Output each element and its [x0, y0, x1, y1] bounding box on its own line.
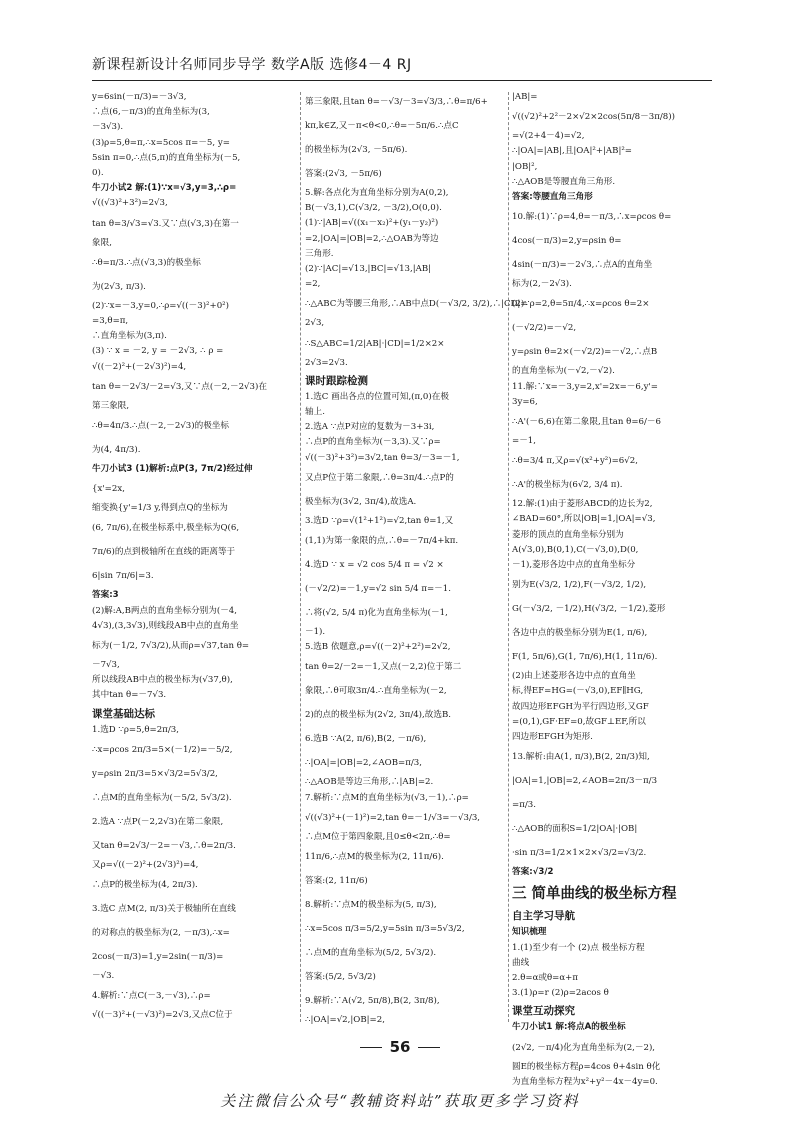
text-line: －1),菱形各边中点的直角坐标分 — [512, 560, 636, 571]
text-line: (2)∵ρ=2,θ=5π/4,∴x=ρcos θ=2× — [512, 299, 650, 310]
text-line: ∴θ=3/4 π,又ρ=√(x²+y²)=6√2, — [512, 456, 638, 467]
text-line: =√(2+4－4)=√2, — [512, 131, 585, 142]
text-line: －3√3). — [92, 122, 124, 133]
text-line: 又tan θ=2√3/－2=－√3,∴θ=2π/3. — [92, 840, 236, 851]
text-line: 又点P位于第二象限,∴θ=3π/4.∴点P的 — [305, 472, 454, 483]
text-line: 知识梳理 — [512, 927, 547, 938]
footer-note — [0, 1090, 800, 1111]
text-line: ∴A'的极坐标为(6√2, 3/4 π). — [512, 480, 623, 491]
text-line: ∴△AOB是等边三角形,∴|AB|=2. — [305, 777, 434, 788]
text-line: 4.选D ∵ x = √2 cos 5/4 π = √2 × — [305, 560, 444, 571]
text-line: =2,|OA|=|OB|=2,∴△OAB为等边 — [305, 233, 439, 244]
text-line: √((－2)²+(－2√3)²)=4, — [92, 361, 187, 372]
text-line: |OA|=1,|OB|=2,∠AOB=2π/3－π/3 — [512, 776, 658, 787]
text-line: ∴点M的直角坐标为(5/2, 5√3/2). — [305, 948, 437, 959]
text-line: 7π/6)的点到极轴所在直线的距离等于 — [92, 547, 236, 558]
page-number-dash — [360, 1047, 382, 1048]
text-line: √((－3)²+3²)=3√2,tan θ=3/－3=－1, — [305, 452, 460, 463]
text-line: (6, 7π/6),在极坐标系中,极坐标为Q(6, — [92, 523, 240, 534]
text-line: ∴|OA|=√2,|OB|=2, — [305, 1015, 385, 1026]
page-header — [92, 52, 712, 81]
text-line: ∴△AOB的面积S=1/2|OA|·|OB| — [512, 824, 638, 835]
text-line: ∴|OA|=|AB|,且|OA|²+|AB|²= — [512, 146, 632, 157]
text-line: 2.选A ∵点P(－2,2√3)在第二象限, — [92, 816, 224, 827]
text-line: 别为E(√3/2, 1/2),F(－√3/2, 1/2), — [512, 580, 647, 591]
text-line: 答案:3 — [92, 590, 119, 601]
text-line: 答案:(2, 11π/6) — [305, 876, 368, 887]
text-line: 曲线 — [512, 957, 530, 968]
text-line: 5.选B 依题意,ρ=√((－2)²+2²)=2√2, — [305, 642, 451, 653]
text-line: ∴△AOB是等腰直角三角形. — [512, 176, 616, 187]
text-line: A(√3,0),B(0,1),C(－√3,0),D(0, — [512, 544, 639, 555]
text-line: 的对称点的极坐标为(2, －π/3),∴x= — [92, 928, 230, 939]
page-number-text: 56 — [389, 1038, 411, 1056]
text-line: 11π/6,∴点M的极坐标为(2, 11π/6). — [305, 852, 444, 863]
text-line: (2)∵x=－3,y=0,∴ρ=√((－3)²+0²) — [92, 300, 229, 311]
text-line: ∴直角坐标为(3,π). — [92, 331, 167, 342]
text-line: 的直角坐标为(－√2,－√2). — [512, 366, 615, 377]
text-line: 5sin π=0,∴点(5,π)的直角坐标为(－5, — [92, 152, 241, 163]
text-line: 所以线段AB中点的极坐标为(√37,θ), — [92, 675, 233, 686]
text-line: 1.选C 画出各点的位置可知,(π,0)在极 — [305, 391, 449, 402]
text-line: 各边中点的极坐标分别为E(1, π/6), — [512, 628, 648, 639]
text-line: ∴点M的直角坐标为(－5/2, 5√3/2). — [92, 792, 232, 803]
text-line: (3) ∵ x = －2, y = －2√3, ∴ ρ = — [92, 346, 224, 357]
text-line: 答案:√3/2 — [512, 867, 554, 878]
text-line: G(－√3/2, －1/2),H(√3/2, －1/2),菱形 — [512, 604, 666, 615]
text-line: 四边形EFGH为矩形. — [512, 732, 593, 743]
text-line: (1)∵|AB|=√((x₁－x₂)²+(y₁－y₂)²) — [305, 218, 439, 229]
text-line: 12.解:(1)由于菱形ABCD的边长为2, — [512, 499, 653, 510]
text-line: 其中tan θ=－7√3. — [92, 690, 167, 701]
text-line: 象限,∴θ可取3π/4.∴直角坐标为(－2, — [305, 686, 447, 697]
text-line: (－√2/2)=－1,y=√2 sin 5/4 π=－1. — [305, 584, 451, 595]
text-line: 4.解析:∵点C(－3,－√3),∴ρ= — [92, 991, 211, 1002]
text-line: ∴点P的极坐标为(4, 2π/3). — [92, 880, 198, 891]
text-line: 0). — [92, 168, 104, 179]
text-line: tan θ=－2√3/－2=√3,又∵点(－2,－2√3)在 — [92, 381, 267, 392]
text-line: =3,θ=π, — [92, 316, 129, 327]
column-divider — [508, 92, 509, 1022]
text-line: －√3. — [92, 971, 115, 982]
text-line: 第三象限,且tan θ=－√3/－3=√3/3,∴θ=π/6+ — [305, 97, 488, 107]
text-line: (－√2/2)=－√2, — [512, 323, 577, 334]
text-line: 缩变换{y'=1/3 y,得到点Q的坐标为 — [92, 503, 228, 514]
section-heading: 课时跟踪检测 — [305, 374, 368, 387]
text-line: 10.解:(1)∵ρ=4,θ=－π/3,∴x=ρcos θ= — [512, 212, 672, 223]
text-line: 7.解析:∵点M的直角坐标为(√3,－1),∴ρ= — [305, 792, 469, 803]
answer-column-right — [512, 90, 717, 1087]
text-line: 2.选A ∵点P对应的复数为－3+3i, — [305, 422, 435, 433]
text-line: (2)解:A,B两点的直角坐标分别为(－4, — [92, 605, 237, 616]
footer-text: 关注微信公众号“教辅资料站”获取更多学习资料 — [220, 1092, 580, 1110]
text-line: 牛刀小试2 解:(1)∵x=√3,y=3,∴ρ= — [92, 183, 237, 194]
text-line: ∴|OA|=|OB|=2,∠AOB=π/3, — [305, 758, 422, 769]
text-line: tan θ=3/√3=√3.又∵点(√3,3)在第一 — [92, 218, 239, 229]
text-line: 4√3),(3,3√3),则线段AB中点的直角坐 — [92, 620, 239, 631]
text-line: 圆E的极坐标方程ρ=4cos θ+4sin θ化 — [512, 1061, 661, 1072]
section-heading: 课堂互动探究 — [512, 1005, 575, 1018]
text-line: －1). — [305, 627, 326, 638]
page-number — [0, 1038, 800, 1056]
text-line: ∠BAD=60°,所以|OB|=1,|OA|=√3, — [512, 514, 656, 525]
text-line: 2)的点的极坐标为(2√2, 3π/4),故选B. — [305, 710, 452, 721]
text-line: ∴x=5cos π/3=5/2,y=5sin π/3=5√3/2, — [305, 924, 465, 935]
text-line: 答案:(2√3, －5π/6) — [305, 169, 382, 179]
text-line: 标为(－1/2, 7√3/2),从而ρ=√37,tan θ= — [92, 641, 250, 652]
column-divider — [300, 92, 301, 1022]
text-line: 2cos(－π/3)=1,y=2sin(－π/3)= — [92, 952, 224, 963]
text-line: 为(2√3, π/3). — [92, 281, 146, 292]
section-heading: 三 简单曲线的极坐标方程 — [512, 886, 677, 903]
text-line: 为直角坐标方程为x²+y²－4x－4y=0. — [512, 1076, 658, 1087]
text-line: kπ,k∈Z,又－π<θ<0,∴θ=－5π/6.∴点C — [305, 121, 459, 131]
text-line: √((√3)²+3²)=2√3, — [92, 198, 168, 209]
text-line: y=ρsin θ=2×(－√2/2)=－√2,∴点B — [512, 347, 658, 358]
text-line: (3)ρ=5,θ=π,∴x=5cos π=－5, y= — [92, 137, 230, 148]
text-line: y=ρsin 2π/3=5×√3/2=5√3/2, — [92, 768, 218, 779]
text-line: =π/3. — [512, 800, 536, 811]
text-line: 2√3, — [305, 318, 325, 329]
text-line: 标,得EF=HG=(－√3,0),EF∥HG, — [512, 686, 644, 697]
text-line: －7√3, — [92, 660, 120, 671]
text-line: 3.选C 点M(2, π/3)关于极轴所在直线 — [92, 904, 236, 915]
text-line: ∴点(6,－π/3)的直角坐标为(3, — [92, 107, 210, 118]
text-line: =2, — [305, 279, 321, 290]
text-line: 2√3=2√3. — [305, 357, 348, 368]
text-line: (2√2, －π/4)化为直角坐标为(2,－2), — [512, 1042, 656, 1053]
text-line: 6.选B ∵A(2, π/6),B(2, －π/6), — [305, 734, 427, 745]
text-line: ∴θ=4π/3.∴点(－2,－2√3)的极坐标 — [92, 421, 229, 432]
text-line: √((－3)²+(－√3)²)=2√3,又点C位于 — [92, 1010, 233, 1021]
text-line: y=6sin(－π/3)=－3√3, — [92, 92, 187, 102]
text-line: √((√3)²+(－1)²)=2,tan θ=－1/√3=－√3/3, — [305, 812, 481, 823]
text-line: ∴点P的直角坐标为(－3,3).又∵ρ= — [305, 437, 441, 448]
text-line: 4cos(－π/3)=2,y=ρsin θ= — [512, 236, 622, 247]
text-line: |AB|= — [512, 92, 538, 102]
text-line: 三角形. — [305, 248, 334, 259]
text-line: 4sin(－π/3)=－2√3,∴点A的直角坐 — [512, 260, 653, 271]
text-line: 故四边形EFGH为平行四边形,又GF — [512, 701, 649, 712]
text-line: 牛刀小试3 (1)解析:点P(3, 7π/2)经过伸 — [92, 464, 253, 475]
text-line: 第三象限, — [92, 400, 130, 411]
page-number-dash — [418, 1047, 440, 1048]
text-line: ∴A'(－6,6)在第二象限,且tan θ=6/－6 — [512, 417, 661, 428]
text-line: √((√2)²+2²－2×√2×2cos(5π/8－3π/8)) — [512, 112, 675, 123]
text-line: ∴将(√2, 5/4 π)化为直角坐标为(－1, — [305, 608, 448, 619]
text-line: (2)由上述菱形各边中点的直角坐 — [512, 671, 636, 682]
text-line: =(0,1),GF·EF=0,故GF⊥EF,所以 — [512, 716, 646, 727]
text-line: B(－√3,1),C(√3/2, －3/2),O(0,0). — [305, 203, 442, 214]
text-line: (2)∵|AC|=√13,|BC|=√13,|AB| — [305, 264, 432, 275]
answer-column-left — [92, 90, 297, 1025]
header-title: 新课程新设计名师同步导学 数学A版 选修4－4 RJ — [92, 57, 412, 73]
text-line: 3.(1)ρ=r (2)ρ=2acos θ — [512, 988, 609, 999]
text-line: ·sin π/3=1/2×1×2×√3/2=√3/2. — [512, 848, 647, 859]
text-line: 答案:(5/2, 5√3/2) — [305, 972, 376, 983]
text-line: 又ρ=√((－2)²+(2√3)²)=4, — [92, 859, 199, 870]
text-line: 为(4, 4π/3). — [92, 445, 141, 456]
text-line: 标为(2,－2√3). — [512, 279, 572, 290]
text-line: F(1, 5π/6),G(1, 7π/6),H(1, 11π/6). — [512, 652, 658, 663]
text-line: 2.θ=α或θ=α+π — [512, 973, 578, 984]
text-line: 象限, — [92, 237, 112, 248]
text-line: 3.选D ∵ρ=√(1²+1²)=√2,tan θ=1,又 — [305, 515, 454, 526]
section-heading: 课堂基础达标 — [92, 707, 155, 720]
text-line: 极坐标为(3√2, 3π/4),故选A. — [305, 496, 417, 507]
text-line: 的极坐标为(2√3, －5π/6). — [305, 145, 408, 155]
text-line: 牛刀小试1 解:将点A的极坐标 — [512, 1022, 626, 1033]
text-line: ∴x=ρcos 2π/3=5×(－1/2)=－5/2, — [92, 744, 233, 755]
text-line: 13.解析:由A(1, π/3),B(2, 2π/3)知, — [512, 752, 650, 763]
text-line: 6|sin 7π/6|=3. — [92, 571, 154, 582]
text-line: (1,1)为第一象限的点,∴θ=－7π/4+kπ. — [305, 536, 459, 547]
text-line: =－1, — [512, 436, 536, 447]
section-heading: 自主学习导航 — [512, 910, 575, 923]
text-line: 轴上. — [305, 407, 325, 418]
text-line: ∴△ABC为等腰三角形,∴AB中点D(－√3/2, 3/2),∴|CD|= — [305, 299, 528, 310]
text-line: tan θ=2/－2=－1,又点(－2,2)位于第二 — [305, 662, 462, 673]
text-line: 5.解:各点化为直角坐标分别为A(0,2), — [305, 188, 449, 198]
text-line: ∴θ=π/3.∴点(√3,3)的极坐标 — [92, 257, 201, 268]
text-line: {x'=2x, — [92, 484, 125, 495]
text-line: ∴点M位于第四象限,且0≤θ<2π,∴θ= — [305, 831, 451, 842]
text-line: 1.(1)至少有一个 (2)点 极坐标方程 — [512, 942, 645, 953]
text-line: 菱形的顶点的直角坐标分别为 — [512, 529, 624, 540]
text-line: 1.选D ∵ρ=5,θ=2π/3, — [92, 724, 179, 735]
text-line: 9.解析:∵A(√2, 5π/8),B(2, 3π/8), — [305, 996, 440, 1007]
text-line: 8.解析:∵点M的极坐标为(5, π/3), — [305, 900, 437, 911]
text-line: 答案:等腰直角三角形 — [512, 192, 593, 203]
text-line: |OB|², — [512, 161, 538, 172]
text-line: ∴S△ABC=1/2|AB|·|CD|=1/2×2× — [305, 338, 445, 349]
text-line: 11.解:∵x=－3,y=2,x'=2x=－6,y'= — [512, 381, 658, 392]
text-line: 3y=6, — [512, 396, 538, 407]
